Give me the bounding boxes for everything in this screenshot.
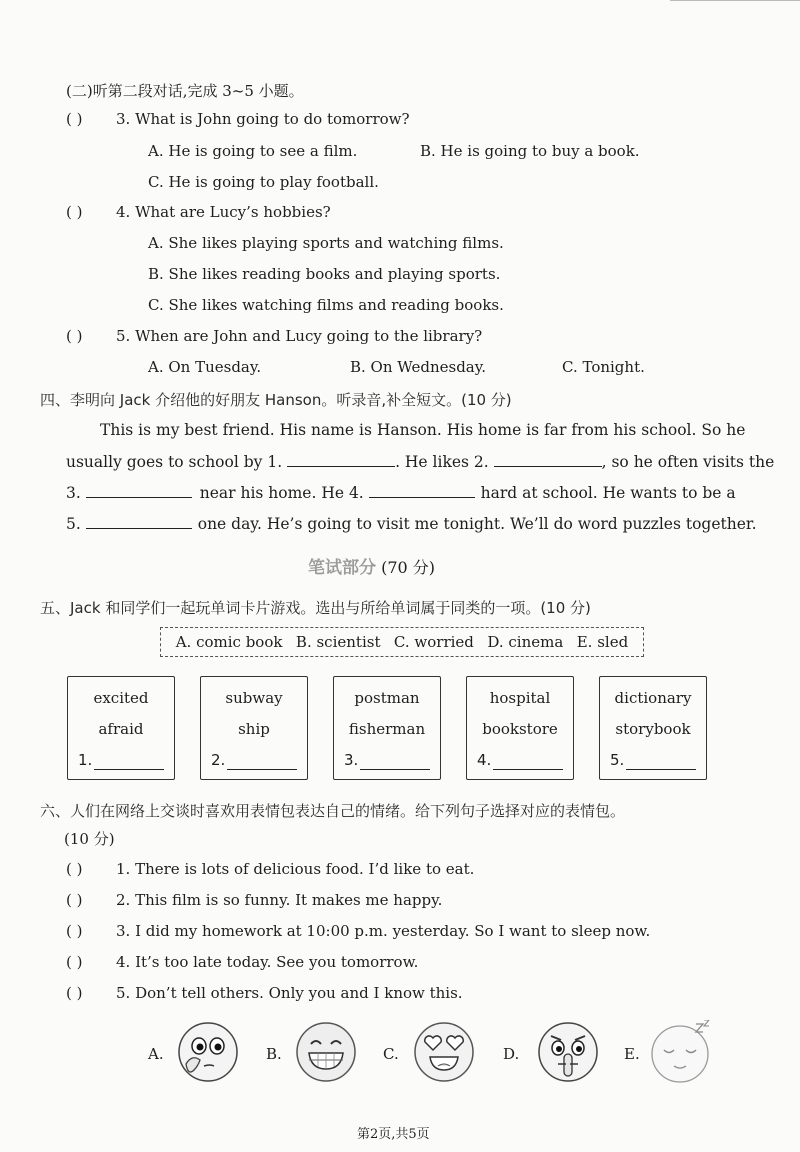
word-bank-item: E. sled — [576, 633, 629, 651]
word-bank-item: D. cinema — [487, 633, 564, 651]
scan-edge-line — [670, 0, 800, 1]
passage-line-2 — [66, 452, 774, 471]
answer-line[interactable] — [227, 769, 297, 770]
word-card-1 — [67, 676, 175, 780]
heart-eyes-face-icon — [412, 1020, 476, 1084]
question-text: 5. Don’t tell others. Only you and I know this. — [116, 984, 463, 1002]
option: B. On Wednesday. — [350, 358, 486, 376]
answer-paren[interactable]: ( ) — [66, 984, 83, 1002]
passage-line-4 — [66, 514, 757, 533]
shushing-face-icon — [536, 1020, 600, 1084]
answer-line[interactable] — [493, 769, 563, 770]
word-bank-item: B. scientist — [295, 633, 381, 651]
card-word: afraid — [98, 720, 144, 738]
passage-text: , so he often visits the — [601, 453, 775, 471]
question-5 — [66, 327, 482, 345]
emoji-label-c: C. — [383, 1045, 399, 1063]
passage-text: 3. — [66, 484, 81, 502]
card-word: ship — [238, 720, 270, 738]
emoji-question-5 — [66, 984, 463, 1002]
answer-line[interactable] — [360, 769, 430, 770]
answer-paren[interactable]: ( ) — [66, 953, 83, 971]
passage-text: near his home. He 4. — [199, 484, 364, 502]
option: A. She likes playing sports and watching films. — [148, 234, 504, 252]
passage-text: . He likes 2. — [395, 453, 489, 471]
section-6-score: (10 分) — [64, 830, 115, 848]
emoji-question-2 — [66, 891, 442, 909]
question-text: 4. It’s too late today. See you tomorrow. — [116, 953, 419, 971]
page-footer: 第2页,共5页 — [357, 1127, 430, 1142]
section-6-heading: 六、人们在网络上交谈时喜欢用表情包表达自己的情绪。给下列句子选择对应的表情包。 — [40, 802, 626, 820]
card-word: hospital — [489, 689, 551, 707]
word-bank-item: C. worried — [393, 633, 474, 651]
question-text: 4. What are Lucy’s hobbies? — [116, 203, 331, 221]
written-part-title — [308, 553, 435, 578]
part2-heading: (二)听第二段对话,完成 3~5 小题。 — [66, 82, 304, 100]
emoji-label-d: D. — [503, 1045, 520, 1063]
emoji-question-4 — [66, 953, 418, 971]
answer-paren[interactable]: ( ) — [66, 891, 83, 909]
option: C. He is going to play football. — [148, 173, 379, 191]
option: C. Tonight. — [562, 358, 645, 376]
card-word: excited — [93, 689, 149, 707]
word-bank-item: A. comic book — [175, 633, 283, 651]
card-word: postman — [354, 689, 420, 707]
option: B. She likes reading books and playing sports. — [148, 265, 501, 283]
emoji-label-b: B. — [266, 1045, 282, 1063]
passage-text: 5. — [66, 515, 81, 533]
emoji-question-3 — [66, 922, 650, 940]
section-5-heading: 五、Jack 和同学们一起玩单词卡片游戏。选出与所给单词属于同类的一项。(10 分) — [40, 599, 591, 617]
blank-3[interactable] — [86, 483, 192, 498]
option: A. He is going to see a film. — [148, 142, 358, 160]
blank-1[interactable] — [287, 452, 395, 467]
card-word: fisherman — [348, 720, 426, 738]
emoji-label-a: A. — [148, 1045, 164, 1063]
question-text: 5. When are John and Lucy going to the library? — [116, 327, 483, 345]
card-number: 5. — [610, 751, 625, 769]
thinking-face-icon — [176, 1020, 240, 1084]
word-card-2 — [200, 676, 308, 780]
card-number: 3. — [344, 751, 359, 769]
question-text: 3. I did my homework at 10:00 p.m. yesterday. So I want to sleep now. — [116, 922, 651, 940]
passage-text: one day. He’s going to visit me tonight. We’ll do word puzzles together. — [197, 515, 757, 533]
word-card-4 — [466, 676, 574, 780]
answer-line[interactable] — [626, 769, 696, 770]
answer-paren[interactable]: ( ) — [66, 110, 83, 128]
option: B. He is going to buy a book. — [420, 142, 640, 160]
passage-text: usually goes to school by 1. — [66, 453, 283, 471]
card-word: subway — [225, 689, 283, 707]
answer-paren[interactable]: ( ) — [66, 327, 83, 345]
card-word: bookstore — [482, 720, 558, 738]
written-score: (70 分) — [381, 558, 436, 577]
question-4 — [66, 203, 331, 221]
answer-paren[interactable]: ( ) — [66, 922, 83, 940]
blank-4[interactable] — [369, 483, 475, 498]
section-4-heading: 四、李明向 Jack 介绍他的好朋友 Hanson。听录音,补全短文。(10 分) — [40, 391, 512, 409]
card-number: 1. — [78, 751, 93, 769]
blank-2[interactable] — [494, 452, 602, 467]
question-3 — [66, 110, 410, 128]
passage-line-3 — [66, 483, 736, 502]
option: A. On Tuesday. — [148, 358, 262, 376]
emoji-label-e: E. — [624, 1045, 640, 1063]
question-text: 3. What is John going to do tomorrow? — [116, 110, 410, 128]
card-word: storybook — [615, 720, 691, 738]
card-word: dictionary — [614, 689, 692, 707]
answer-line[interactable] — [94, 769, 164, 770]
answer-paren[interactable]: ( ) — [66, 203, 83, 221]
sleeping-face-icon — [648, 1020, 714, 1084]
card-number: 2. — [211, 751, 226, 769]
emoji-question-1 — [66, 860, 474, 878]
card-number: 4. — [477, 751, 492, 769]
word-card-3 — [333, 676, 441, 780]
written-title: 笔试部分 — [308, 558, 376, 578]
word-card-5 — [599, 676, 707, 780]
answer-paren[interactable]: ( ) — [66, 860, 83, 878]
passage-text: hard at school. He wants to be a — [480, 484, 736, 502]
option: C. She likes watching films and reading books. — [148, 296, 504, 314]
blank-5[interactable] — [86, 514, 192, 529]
word-bank — [160, 627, 644, 657]
question-text: 1. There is lots of delicious food. I’d like to eat. — [116, 860, 475, 878]
grinning-face-icon — [294, 1020, 358, 1084]
question-text: 2. This film is so funny. It makes me happy. — [116, 891, 443, 909]
passage-line-1: This is my best friend. His name is Hanson. His home is far from his school. So he — [100, 421, 746, 439]
